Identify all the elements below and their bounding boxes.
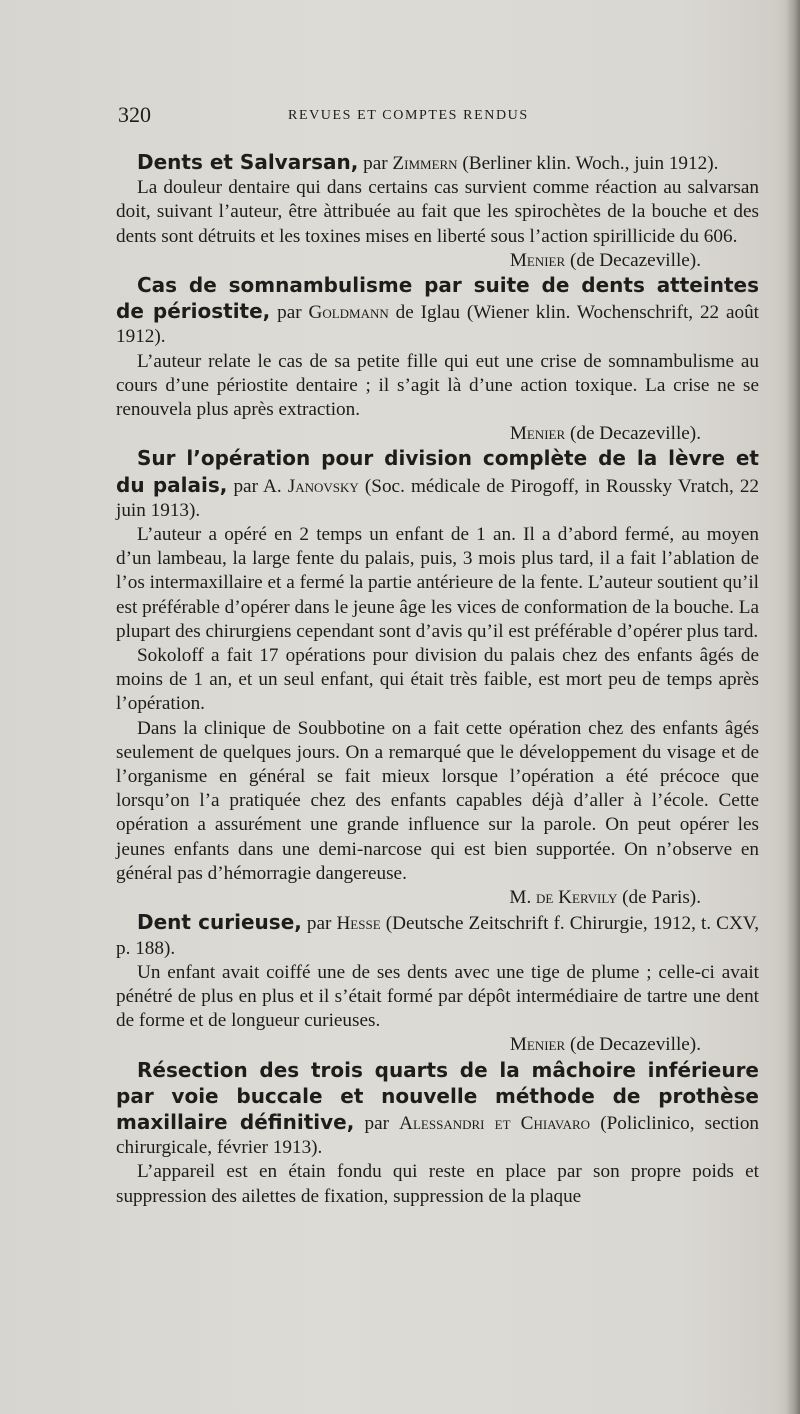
article-author: Alessandri et Chiavaro (399, 1112, 591, 1134)
article-title: Sur l’opération pour division complète de la lèvre et du palais, (116, 446, 759, 497)
article-author: Janovsky (287, 475, 359, 497)
article-by: par A. (233, 475, 282, 497)
article-author: Hesse (336, 913, 381, 935)
article-paragraph: Un enfant avait coiffé une de ses dents avec une tige de plume ; celle-ci avait pénétré de plus en plus et il s’était formé par dépôt intermédiaire de tartre une dent de forme et de longueur curieuses. (116, 961, 759, 1032)
reviewer-name: Menier (509, 423, 566, 445)
reviewer-place: (de Decazeville). (569, 423, 701, 445)
page-edge-shadow (786, 0, 800, 1414)
article-title: Résection des trois quarts de la mâchoire inférieure par voie buccale et nouvelle méthode de prothèse maxillaire définitive, (116, 1057, 759, 1134)
article-citation: (Deutsche Zeitschrift f. Chirurgie, 1912, t. CXV, p. 188). (116, 913, 759, 959)
article-by: par (364, 1112, 389, 1134)
reviewer-signature (116, 422, 759, 446)
article-paragraph: La douleur dentaire qui dans certains cas survient comme réaction au salvarsan doit, suivant l’auteur, être àttribuée au fait que les spirochètes de la bouche et des dents sont détruits et les toxines mises en liberté sous l’action spirillicide du 606. (116, 177, 759, 247)
article-paragraph: Dans la clinique de Soubbotine on a fait cette opération chez des enfants âgés seulement de quelques jours. On a remarqué que le développement du visage et de l’organisme en général se fait mieux lorsque l’opération a été précoce que lorsqu’on l’a pratiquée chez des enfants capables déjà d’aller à l’école. Cette opération a assurément une grande influence sur la parole. On peut opérer les jeunes enfants dans une demi-narcose qui est bien supportée. On n’observe en général pas d’hémorragie dangereuse. (116, 717, 759, 884)
article-citation: (Policlinico, section chirurgicale, février 1913). (116, 1112, 760, 1159)
reviewer-signature (116, 1033, 759, 1057)
article-by: par (306, 913, 332, 935)
reviewer-name: M. de Kervily (509, 887, 618, 909)
article-by: par (277, 302, 302, 324)
article-paragraph: L’auteur a opéré en 2 temps un enfant de 1 an. Il a d’abord fermé, au moyen d’un lambeau, la large fente du palais, puis, 3 mois plus tard, il a fait l’ablation de l’os intermaxillaire et a fermé la partie antérieure de la fente. L’auteur soutient qu’il est préférable d’opérer dans le jeune âge les vices de conformation de la bouche. La plupart des chirurgiens cependant sont d’avis qu’il est préférable d’opérer plus tard. (116, 524, 760, 642)
article-title: Dents et Salvarsan, (137, 150, 359, 174)
article-title: Cas de somnambulisme par suite de dents atteintes de périostite, (116, 273, 759, 324)
page-number: 320 (118, 102, 151, 127)
article-citation: (Soc. médicale de Pirogoff, in Roussky Vratch, 22 juin 1913). (116, 475, 760, 521)
reviewer-name: Menier (509, 1034, 566, 1056)
article-heading (116, 910, 759, 960)
reviewer-signature (116, 249, 759, 273)
reviewer-signature (116, 886, 759, 910)
reviewer-place: (de Decazeville). (569, 1034, 701, 1056)
article-author: Zimmern (392, 153, 458, 174)
article-citation: de Iglau (Wiener klin. Wochenschrift, 22 août 1912). (116, 302, 760, 348)
article-paragraph: L’appareil est en étain fondu qui reste en place par son propre poids et suppression des ailettes de fixation, suppression de la plaque (116, 1161, 759, 1207)
article-heading (116, 273, 759, 350)
text-column (116, 150, 759, 1209)
reviewer-place: (de Decazeville). (569, 249, 701, 271)
reviewer-name: Menier (509, 249, 566, 271)
article-paragraph: L’auteur relate le cas de sa petite fille qui eut une crise de somnambulisme au cours d’une périostite dentaire ; il s’agit là d’une action toxique. La crise ne se renouvela plus après extraction. (116, 350, 759, 421)
article-paragraph: Sokoloff a fait 17 opérations pour division du palais chez des enfants âgés de moins de 1 an, et un seul enfant, qui était très faible, est mort peu de temps après l’opération. (116, 645, 759, 715)
running-title: REVUES ET COMPTES RENDUS (288, 108, 529, 123)
article-heading (116, 1058, 759, 1161)
article-author: Goldmann (308, 302, 389, 324)
article-heading (116, 446, 759, 523)
article-citation: (Berliner klin. Woch., juin 1912). (462, 153, 719, 174)
page-header (118, 102, 758, 132)
article-by: par (363, 153, 388, 174)
article-heading (116, 150, 759, 176)
article-title: Dent curieuse, (137, 910, 302, 935)
reviewer-place: (de Paris). (622, 887, 701, 909)
